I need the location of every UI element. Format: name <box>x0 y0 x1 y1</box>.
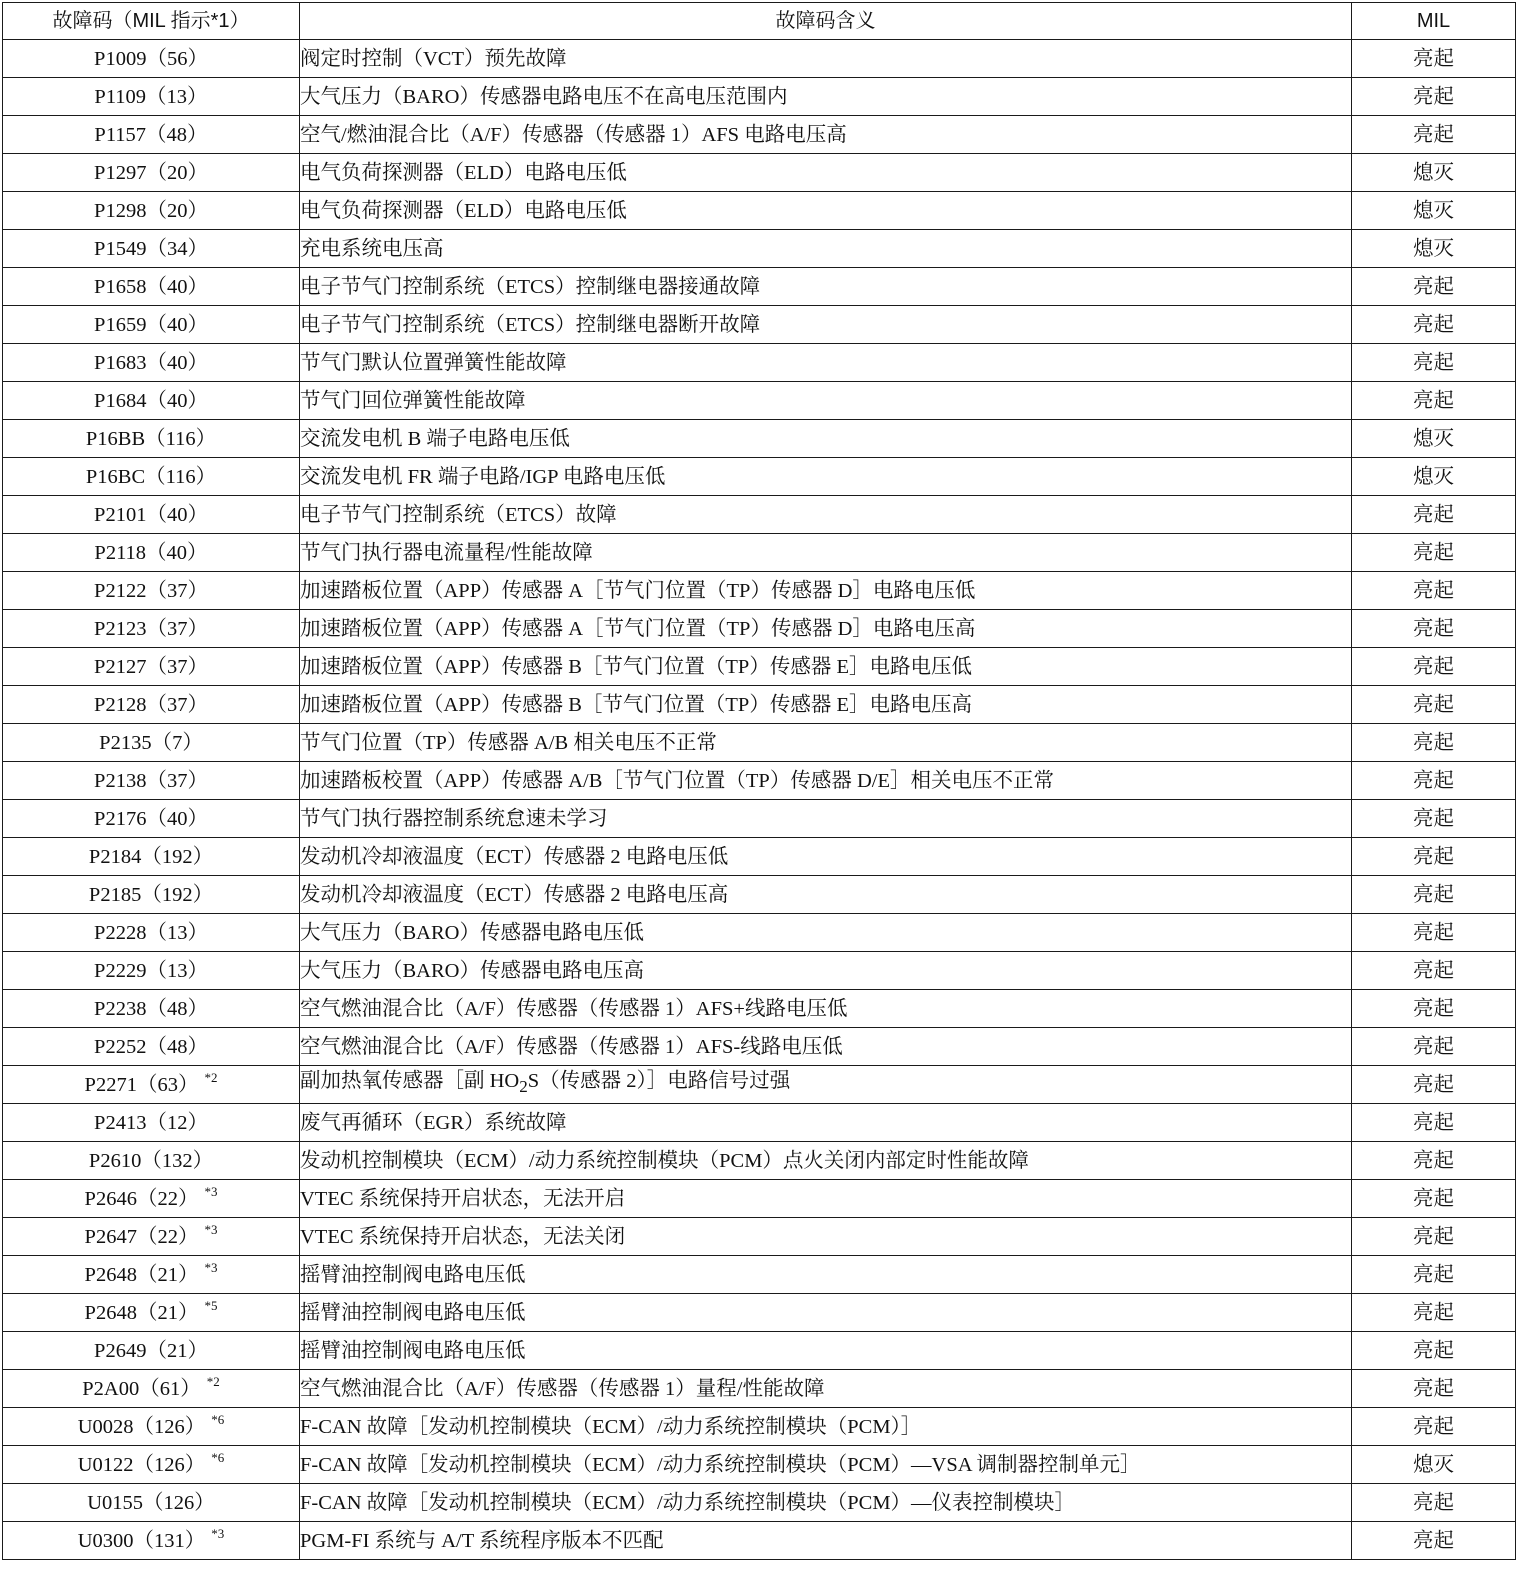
dtc-code-cell <box>3 990 300 1028</box>
table-row <box>3 1218 1516 1256</box>
dtc-code: P2185（192） <box>88 883 214 906</box>
dtc-code-cell <box>3 1180 300 1218</box>
dtc-description: PGM-FI 系统与 A/T 系统程序版本不匹配 <box>300 1522 1352 1560</box>
table-row <box>3 1446 1516 1484</box>
table-row <box>3 40 1516 78</box>
footnote-marker: *2 <box>204 1069 218 1085</box>
dtc-description: 空气燃油混合比（A/F）传感器（传感器 1）AFS-线路电压低 <box>300 1028 1352 1066</box>
dtc-code-cell <box>3 1408 300 1446</box>
table-row <box>3 762 1516 800</box>
dtc-code-cell <box>3 724 300 762</box>
mil-status: 亮起 <box>1352 1256 1516 1294</box>
dtc-code: U0122（126） <box>77 1453 206 1476</box>
dtc-code: P1658（40） <box>94 275 208 298</box>
dtc-code: P2647（22） <box>84 1225 199 1248</box>
table-row <box>3 1332 1516 1370</box>
header-row <box>3 3 1516 40</box>
dtc-description: 交流发电机 B 端子电路电压低 <box>300 420 1352 458</box>
dtc-code-cell <box>3 268 300 306</box>
table-row <box>3 458 1516 496</box>
dtc-description: VTEC 系统保持开启状态，无法关闭 <box>300 1218 1352 1256</box>
dtc-description: 加速踏板位置（APP）传感器 A［节气门位置（TP）传感器 D］电路电压高 <box>300 610 1352 648</box>
mil-status: 亮起 <box>1352 382 1516 420</box>
table-row <box>3 914 1516 952</box>
mil-status: 亮起 <box>1352 724 1516 762</box>
dtc-code-cell <box>3 876 300 914</box>
dtc-description: 大气压力（BARO）传感器电路电压低 <box>300 914 1352 952</box>
footnote-marker: *2 <box>206 1373 220 1389</box>
dtc-code-cell <box>3 838 300 876</box>
dtc-code-cell <box>3 1370 300 1408</box>
mil-status: 亮起 <box>1352 572 1516 610</box>
dtc-code: P2229（13） <box>94 959 208 982</box>
table-row <box>3 1104 1516 1142</box>
table-row <box>3 1028 1516 1066</box>
dtc-description: 加速踏板位置（APP）传感器 B［节气门位置（TP）传感器 E］电路电压高 <box>300 686 1352 724</box>
table-row <box>3 800 1516 838</box>
dtc-code: P1683（40） <box>94 351 208 374</box>
dtc-description: 大气压力（BARO）传感器电路电压高 <box>300 952 1352 990</box>
dtc-description: 电气负荷探测器（ELD）电路电压低 <box>300 154 1352 192</box>
mil-status: 亮起 <box>1352 40 1516 78</box>
dtc-code-cell <box>3 534 300 572</box>
dtc-code-cell <box>3 1104 300 1142</box>
mil-status: 亮起 <box>1352 116 1516 154</box>
footnote-marker: *3 <box>211 1525 225 1541</box>
table-row <box>3 610 1516 648</box>
dtc-code-cell <box>3 914 300 952</box>
dtc-description: 空气/燃油混合比（A/F）传感器（传感器 1）AFS 电路电压高 <box>300 116 1352 154</box>
dtc-code: P2122（37） <box>94 579 208 602</box>
dtc-code: P2610（132） <box>88 1149 214 1172</box>
dtc-code-cell <box>3 382 300 420</box>
dtc-code: P2135（7） <box>99 731 203 754</box>
dtc-description: VTEC 系统保持开启状态，无法开启 <box>300 1180 1352 1218</box>
table-row <box>3 192 1516 230</box>
dtc-description: 空气燃油混合比（A/F）传感器（传感器 1）AFS+线路电压低 <box>300 990 1352 1028</box>
dtc-code: P2A00（61） <box>82 1377 201 1400</box>
footnote-marker: *6 <box>211 1411 225 1427</box>
table-row <box>3 1256 1516 1294</box>
dtc-code: P2127（37） <box>94 655 208 678</box>
table-row <box>3 1484 1516 1522</box>
table-row <box>3 78 1516 116</box>
dtc-code-cell <box>3 40 300 78</box>
table-row <box>3 116 1516 154</box>
dtc-code: P1549（34） <box>94 237 208 260</box>
dtc-code-cell <box>3 1028 300 1066</box>
dtc-code: P2649（21） <box>94 1339 208 1362</box>
dtc-description: 电子节气门控制系统（ETCS）故障 <box>300 496 1352 534</box>
dtc-description: 加速踏板位置（APP）传感器 A［节气门位置（TP）传感器 D］电路电压低 <box>300 572 1352 610</box>
dtc-description: 发动机控制模块（ECM）/动力系统控制模块（PCM）点火关闭内部定时性能故障 <box>300 1142 1352 1180</box>
footnote-marker: *3 <box>204 1259 218 1275</box>
dtc-code-cell <box>3 1142 300 1180</box>
dtc-code-cell <box>3 1294 300 1332</box>
mil-status: 亮起 <box>1352 762 1516 800</box>
mil-status: 亮起 <box>1352 496 1516 534</box>
footnote-marker: *3 <box>204 1221 218 1237</box>
table-row <box>3 382 1516 420</box>
dtc-description: 电子节气门控制系统（ETCS）控制继电器接通故障 <box>300 268 1352 306</box>
table-row <box>3 686 1516 724</box>
dtc-code-cell <box>3 344 300 382</box>
table-row <box>3 534 1516 572</box>
dtc-description: 节气门默认位置弹簧性能故障 <box>300 344 1352 382</box>
dtc-code-cell <box>3 952 300 990</box>
dtc-code: P2271（63） <box>84 1073 199 1096</box>
dtc-code: P16BB（116） <box>85 427 217 450</box>
dtc-description: 空气燃油混合比（A/F）传感器（传感器 1）量程/性能故障 <box>300 1370 1352 1408</box>
mil-status: 亮起 <box>1352 344 1516 382</box>
dtc-code: P2138（37） <box>94 769 208 792</box>
dtc-code: P1109（13） <box>94 85 208 108</box>
table-row <box>3 990 1516 1028</box>
table-row <box>3 420 1516 458</box>
mil-status: 亮起 <box>1352 1408 1516 1446</box>
dtc-code-cell <box>3 800 300 838</box>
table-row <box>3 1142 1516 1180</box>
dtc-code: P2648（21） <box>84 1301 199 1324</box>
table-row <box>3 1408 1516 1446</box>
dtc-description: 电气负荷探测器（ELD）电路电压低 <box>300 192 1352 230</box>
dtc-code: P2238（48） <box>94 997 208 1020</box>
mil-status: 亮起 <box>1352 1142 1516 1180</box>
header-mil: MIL <box>1352 3 1516 40</box>
dtc-code: P2413（12） <box>94 1111 208 1134</box>
dtc-code: P1297（20） <box>94 161 208 184</box>
dtc-description: F-CAN 故障［发动机控制模块（ECM）/动力系统控制模块（PCM）］ <box>300 1408 1352 1446</box>
mil-status: 亮起 <box>1352 952 1516 990</box>
mil-status: 熄灭 <box>1352 420 1516 458</box>
dtc-description: 节气门执行器控制系统怠速未学习 <box>300 800 1352 838</box>
dtc-code: U0300（131） <box>77 1529 206 1552</box>
dtc-code: P2118（40） <box>94 541 208 564</box>
dtc-code: P2176（40） <box>94 807 208 830</box>
table-row <box>3 1522 1516 1560</box>
dtc-description: 发动机冷却液温度（ECT）传感器 2 电路电压低 <box>300 838 1352 876</box>
dtc-description: F-CAN 故障［发动机控制模块（ECM）/动力系统控制模块（PCM）—仪表控制模块］ <box>300 1484 1352 1522</box>
footnote-marker: *3 <box>204 1183 218 1199</box>
table-row <box>3 306 1516 344</box>
mil-status: 亮起 <box>1352 876 1516 914</box>
dtc-code-cell <box>3 762 300 800</box>
table-row <box>3 1066 1516 1104</box>
dtc-code: P16BC（116） <box>85 465 217 488</box>
dtc-code: P1684（40） <box>94 389 208 412</box>
dtc-code: P1157（48） <box>94 123 208 146</box>
table-row <box>3 876 1516 914</box>
dtc-description: 摇臂油控制阀电路电压低 <box>300 1256 1352 1294</box>
dtc-code: P2101（40） <box>94 503 208 526</box>
dtc-description: 节气门回位弹簧性能故障 <box>300 382 1352 420</box>
mil-status: 亮起 <box>1352 1104 1516 1142</box>
dtc-description: 发动机冷却液温度（ECT）传感器 2 电路电压高 <box>300 876 1352 914</box>
dtc-code: U0155（126） <box>87 1491 215 1514</box>
mil-status: 亮起 <box>1352 534 1516 572</box>
table-row <box>3 572 1516 610</box>
footnote-marker: *6 <box>211 1449 225 1465</box>
dtc-code-cell <box>3 1484 300 1522</box>
dtc-code-cell <box>3 648 300 686</box>
table-row <box>3 154 1516 192</box>
mil-status: 亮起 <box>1352 800 1516 838</box>
mil-status: 亮起 <box>1352 1218 1516 1256</box>
mil-status: 熄灭 <box>1352 192 1516 230</box>
table-row <box>3 230 1516 268</box>
dtc-code-cell <box>3 1446 300 1484</box>
dtc-code-cell <box>3 572 300 610</box>
dtc-code: P2648（21） <box>84 1263 199 1286</box>
table-row <box>3 1370 1516 1408</box>
table-row <box>3 268 1516 306</box>
table-row <box>3 344 1516 382</box>
dtc-description: 摇臂油控制阀电路电压低 <box>300 1332 1352 1370</box>
dtc-code: P1009（56） <box>94 47 208 70</box>
mil-status: 亮起 <box>1352 686 1516 724</box>
mil-status: 亮起 <box>1352 78 1516 116</box>
dtc-description: 节气门执行器电流量程/性能故障 <box>300 534 1352 572</box>
dtc-code: P1659（40） <box>94 313 208 336</box>
dtc-description: 副加热氧传感器［副 $HO_2S$（传感器 2）］电路信号过强 <box>300 1066 1352 1104</box>
dtc-code-cell <box>3 610 300 648</box>
dtc-description: 加速踏板校置（APP）传感器 A/B［节气门位置（TP）传感器 D/E］相关电压不正常 <box>300 762 1352 800</box>
dtc-code: P2228（13） <box>94 921 208 944</box>
dtc-code-cell <box>3 78 300 116</box>
mil-status: 亮起 <box>1352 990 1516 1028</box>
dtc-code: P1298（20） <box>94 199 208 222</box>
dtc-code-cell <box>3 1066 300 1104</box>
dtc-description: 交流发电机 FR 端子电路/IGP 电路电压低 <box>300 458 1352 496</box>
table-row <box>3 648 1516 686</box>
table-row <box>3 838 1516 876</box>
dtc-description: 废气再循环（EGR）系统故障 <box>300 1104 1352 1142</box>
dtc-code-cell <box>3 458 300 496</box>
dtc-description: 阀定时控制（VCT）预先故障 <box>300 40 1352 78</box>
mil-status: 亮起 <box>1352 1180 1516 1218</box>
dtc-code: P2128（37） <box>94 693 208 716</box>
dtc-code-cell <box>3 1522 300 1560</box>
dtc-code: P2123（37） <box>94 617 208 640</box>
mil-status: 亮起 <box>1352 268 1516 306</box>
dtc-description: F-CAN 故障［发动机控制模块（ECM）/动力系统控制模块（PCM）—VSA 调制器控制单元］ <box>300 1446 1352 1484</box>
mil-status: 熄灭 <box>1352 1446 1516 1484</box>
table-body <box>3 40 1516 1560</box>
table-row <box>3 1180 1516 1218</box>
table-row <box>3 724 1516 762</box>
footnote-marker: *5 <box>204 1297 218 1313</box>
dtc-description: 加速踏板位置（APP）传感器 B［节气门位置（TP）传感器 E］电路电压低 <box>300 648 1352 686</box>
dtc-description: 电子节气门控制系统（ETCS）控制继电器断开故障 <box>300 306 1352 344</box>
mil-status: 亮起 <box>1352 306 1516 344</box>
dtc-code-cell <box>3 496 300 534</box>
mil-status: 熄灭 <box>1352 154 1516 192</box>
dtc-code-cell <box>3 1218 300 1256</box>
dtc-code-cell <box>3 306 300 344</box>
mil-status: 亮起 <box>1352 1294 1516 1332</box>
table-row <box>3 952 1516 990</box>
mil-status: 亮起 <box>1352 838 1516 876</box>
dtc-code: P2252（48） <box>94 1035 208 1058</box>
mil-status: 亮起 <box>1352 1484 1516 1522</box>
table-row <box>3 496 1516 534</box>
dtc-table <box>2 2 1516 1560</box>
dtc-description: 大气压力（BARO）传感器电路电压不在高电压范围内 <box>300 78 1352 116</box>
dtc-code: U0028（126） <box>77 1415 206 1438</box>
dtc-code-cell <box>3 192 300 230</box>
dtc-code-cell <box>3 686 300 724</box>
dtc-code-cell <box>3 1332 300 1370</box>
dtc-description: 充电系统电压高 <box>300 230 1352 268</box>
dtc-code-cell <box>3 230 300 268</box>
mil-status: 亮起 <box>1352 1066 1516 1104</box>
mil-status: 亮起 <box>1352 1522 1516 1560</box>
mil-status: 熄灭 <box>1352 230 1516 268</box>
dtc-description: 摇臂油控制阀电路电压低 <box>300 1294 1352 1332</box>
mil-status: 亮起 <box>1352 610 1516 648</box>
table-row <box>3 1294 1516 1332</box>
header-meaning: 故障码含义 <box>300 3 1352 40</box>
mil-status: 熄灭 <box>1352 458 1516 496</box>
dtc-code-cell <box>3 420 300 458</box>
mil-status: 亮起 <box>1352 1370 1516 1408</box>
dtc-code: P2646（22） <box>84 1187 199 1210</box>
mil-status: 亮起 <box>1352 1028 1516 1066</box>
dtc-code-cell <box>3 116 300 154</box>
mil-status: 亮起 <box>1352 914 1516 952</box>
dtc-code-cell <box>3 1256 300 1294</box>
dtc-code-cell <box>3 154 300 192</box>
mil-status: 亮起 <box>1352 1332 1516 1370</box>
mil-status: 亮起 <box>1352 648 1516 686</box>
dtc-code: P2184（192） <box>88 845 214 868</box>
dtc-description: 节气门位置（TP）传感器 A/B 相关电压不正常 <box>300 724 1352 762</box>
header-code: 故障码（MIL 指示*1） <box>3 3 300 40</box>
